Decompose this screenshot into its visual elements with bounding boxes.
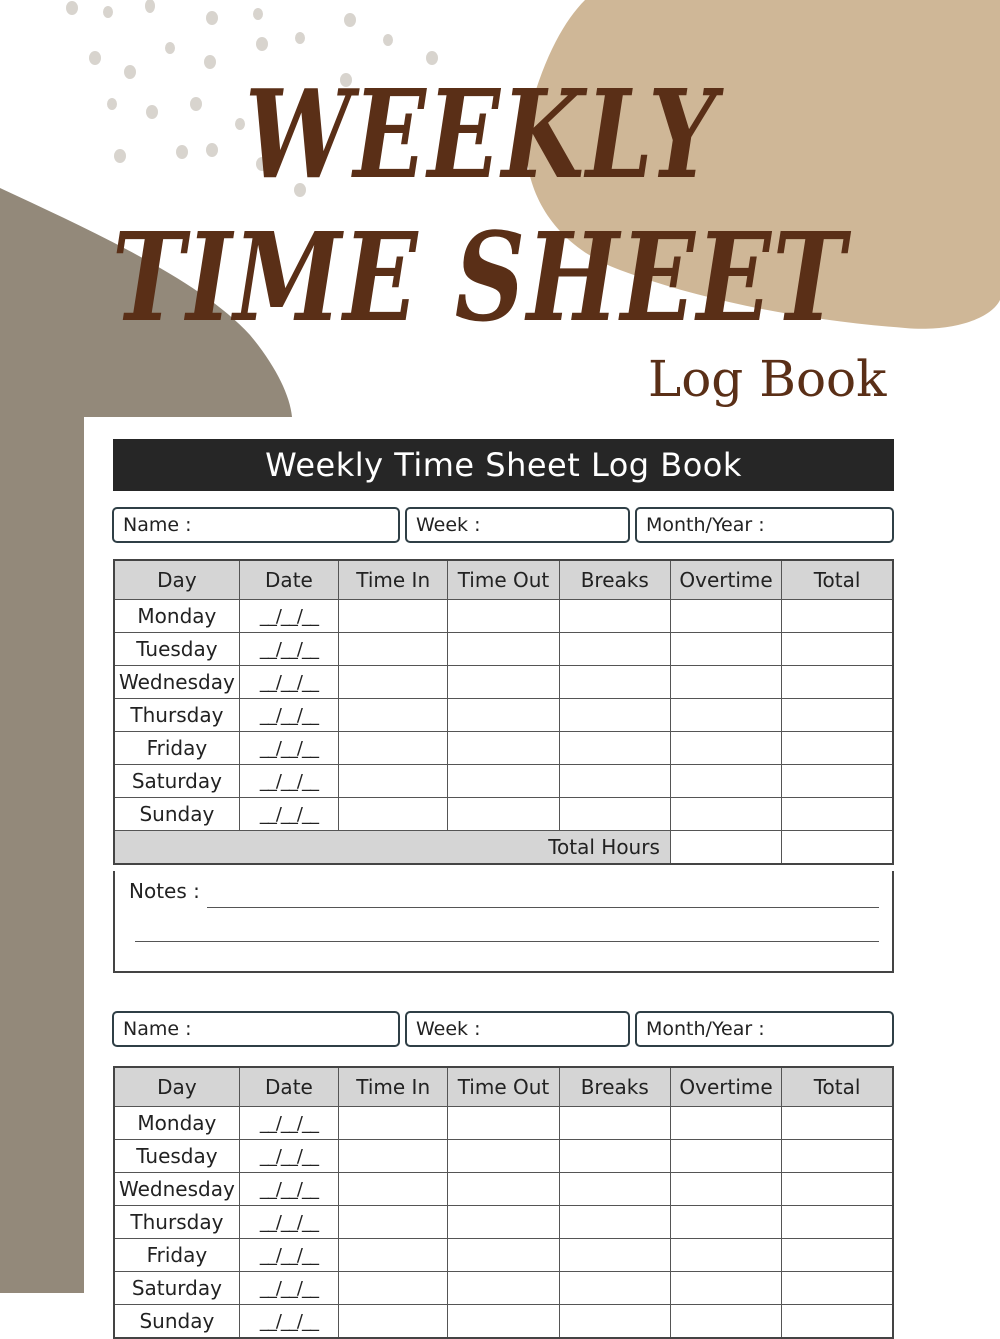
cover-subtitle: Log Book: [648, 350, 887, 408]
cover-title-line-1: WEEKLY: [245, 62, 718, 206]
column-header: Breaks: [559, 560, 670, 600]
column-header: Time Out: [448, 560, 559, 600]
entry-cell[interactable]: [782, 1173, 893, 1206]
entry-cell[interactable]: [448, 1206, 559, 1239]
entry-cell[interactable]: [559, 1107, 670, 1140]
week-field[interactable]: Week :: [405, 1011, 630, 1047]
entry-cell[interactable]: [339, 600, 448, 633]
day-label: Monday: [114, 1107, 239, 1140]
entry-cell[interactable]: [339, 798, 448, 831]
total-cell[interactable]: [670, 831, 781, 865]
sheet-banner: Weekly Time Sheet Log Book: [113, 439, 894, 491]
entry-cell[interactable]: [339, 732, 448, 765]
cover-title-line-2: TIME SHEET: [112, 205, 847, 349]
entry-cell[interactable]: [670, 633, 781, 666]
entry-cell[interactable]: [339, 666, 448, 699]
date-cell[interactable]: __/__/__: [239, 699, 338, 732]
date-cell[interactable]: __/__/__: [239, 1239, 338, 1272]
table-header-row: [114, 560, 893, 600]
entry-cell[interactable]: [559, 1173, 670, 1206]
month-year-field[interactable]: Month/Year :: [635, 1011, 894, 1047]
column-header: Total: [782, 560, 893, 600]
date-cell[interactable]: __/__/__: [239, 765, 338, 798]
column-header: Time Out: [448, 1067, 559, 1107]
entry-cell[interactable]: [339, 765, 448, 798]
column-header: Overtime: [670, 1067, 781, 1107]
day-label: Friday: [114, 732, 239, 765]
entry-cell[interactable]: [670, 600, 781, 633]
entry-cell[interactable]: [670, 732, 781, 765]
entry-cell[interactable]: [448, 666, 559, 699]
entry-cell[interactable]: [559, 633, 670, 666]
entry-cell[interactable]: [448, 1272, 559, 1305]
day-label: Thursday: [114, 1206, 239, 1239]
day-label: Friday: [114, 1239, 239, 1272]
table-row: [114, 666, 893, 699]
notes-box: [113, 871, 894, 973]
entry-cell[interactable]: [448, 699, 559, 732]
table-row: [114, 1206, 893, 1239]
entry-cell[interactable]: [448, 633, 559, 666]
column-header: Breaks: [559, 1067, 670, 1107]
column-header: Time In: [339, 560, 448, 600]
entry-cell[interactable]: [339, 1239, 448, 1272]
name-field[interactable]: Name :: [112, 507, 400, 543]
entry-cell[interactable]: [559, 1206, 670, 1239]
table-row: [114, 1272, 893, 1305]
day-label: Saturday: [114, 1272, 239, 1305]
entry-cell[interactable]: [339, 1107, 448, 1140]
entry-cell[interactable]: [670, 765, 781, 798]
table-row: [114, 1107, 893, 1140]
entry-cell[interactable]: [670, 1239, 781, 1272]
entry-cell[interactable]: [339, 633, 448, 666]
day-label: Monday: [114, 600, 239, 633]
date-cell[interactable]: __/__/__: [239, 798, 338, 831]
entry-cell[interactable]: [559, 699, 670, 732]
column-header: Time In: [339, 1067, 448, 1107]
entry-cell[interactable]: [448, 765, 559, 798]
entry-cell[interactable]: [670, 1173, 781, 1206]
entry-cell[interactable]: [782, 600, 893, 633]
entry-cell[interactable]: [448, 1239, 559, 1272]
date-cell[interactable]: __/__/__: [239, 1140, 338, 1173]
entry-cell[interactable]: [559, 1305, 670, 1339]
date-cell[interactable]: __/__/__: [239, 1305, 338, 1339]
day-label: Tuesday: [114, 1140, 239, 1173]
entry-cell[interactable]: [448, 1140, 559, 1173]
entry-cell[interactable]: [448, 1173, 559, 1206]
day-label: Tuesday: [114, 633, 239, 666]
date-cell[interactable]: __/__/__: [239, 633, 338, 666]
entry-cell[interactable]: [339, 1173, 448, 1206]
entry-cell[interactable]: [782, 732, 893, 765]
table-row: [114, 1239, 893, 1272]
entry-cell[interactable]: [670, 699, 781, 732]
table-row: [114, 732, 893, 765]
entry-cell[interactable]: [559, 1140, 670, 1173]
entry-cell[interactable]: [670, 798, 781, 831]
time-sheet-table: [113, 1066, 894, 1339]
day-label: Wednesday: [114, 1173, 239, 1206]
entry-cell[interactable]: [670, 1107, 781, 1140]
day-label: Sunday: [114, 798, 239, 831]
entry-cell[interactable]: [448, 798, 559, 831]
entry-cell[interactable]: [339, 1140, 448, 1173]
date-cell[interactable]: __/__/__: [239, 666, 338, 699]
entry-cell[interactable]: [782, 699, 893, 732]
total-hours-row: [114, 831, 893, 865]
entry-cell[interactable]: [670, 666, 781, 699]
entry-cell[interactable]: [448, 732, 559, 765]
entry-cell[interactable]: [559, 732, 670, 765]
day-label: Saturday: [114, 765, 239, 798]
date-cell[interactable]: __/__/__: [239, 1272, 338, 1305]
entry-cell[interactable]: [670, 1272, 781, 1305]
notes-label: Notes :: [129, 879, 200, 903]
table-row: [114, 633, 893, 666]
entry-cell[interactable]: [559, 798, 670, 831]
entry-cell[interactable]: [448, 1107, 559, 1140]
table-row: [114, 1173, 893, 1206]
entry-cell[interactable]: [559, 765, 670, 798]
column-header: Date: [239, 560, 338, 600]
table-row: [114, 1140, 893, 1173]
name-field[interactable]: Name :: [112, 1011, 400, 1047]
entry-cell[interactable]: [782, 1272, 893, 1305]
notes-line[interactable]: [207, 907, 879, 908]
entry-cell[interactable]: [782, 633, 893, 666]
entry-cell[interactable]: [559, 600, 670, 633]
table-row: [114, 765, 893, 798]
entry-cell[interactable]: [559, 1272, 670, 1305]
entry-cell[interactable]: [782, 1305, 893, 1339]
entry-cell[interactable]: [339, 1272, 448, 1305]
entry-cell[interactable]: [670, 1206, 781, 1239]
entry-cell[interactable]: [782, 1206, 893, 1239]
table-header-row: [114, 1067, 893, 1107]
entry-cell[interactable]: [782, 1107, 893, 1140]
column-header: Overtime: [670, 560, 781, 600]
column-header: Day: [114, 560, 239, 600]
total-hours-label: Total Hours: [114, 831, 670, 865]
entry-cell[interactable]: [448, 600, 559, 633]
table-row: [114, 1305, 893, 1339]
entry-cell[interactable]: [782, 1140, 893, 1173]
month-year-field[interactable]: Month/Year :: [635, 507, 894, 543]
entry-cell[interactable]: [559, 666, 670, 699]
entry-cell[interactable]: [339, 1305, 448, 1339]
entry-cell[interactable]: [782, 666, 893, 699]
week-field[interactable]: Week :: [405, 507, 630, 543]
entry-cell[interactable]: [782, 1239, 893, 1272]
time-sheet-table: [113, 559, 894, 865]
day-label: Wednesday: [114, 666, 239, 699]
notes-line[interactable]: [135, 941, 879, 942]
total-cell[interactable]: [782, 831, 893, 865]
day-label: Thursday: [114, 699, 239, 732]
entry-cell[interactable]: [782, 798, 893, 831]
entry-cell[interactable]: [339, 1206, 448, 1239]
time-sheet-page: [84, 417, 1000, 1333]
date-cell[interactable]: __/__/__: [239, 600, 338, 633]
date-cell[interactable]: __/__/__: [239, 1173, 338, 1206]
table-row: [114, 699, 893, 732]
table-row: [114, 798, 893, 831]
date-cell[interactable]: __/__/__: [239, 1206, 338, 1239]
column-header: Date: [239, 1067, 338, 1107]
column-header: Total: [782, 1067, 893, 1107]
entry-cell[interactable]: [782, 765, 893, 798]
entry-cell[interactable]: [559, 1239, 670, 1272]
column-header: Day: [114, 1067, 239, 1107]
entry-cell[interactable]: [670, 1140, 781, 1173]
date-cell[interactable]: __/__/__: [239, 732, 338, 765]
entry-cell[interactable]: [670, 1305, 781, 1339]
date-cell[interactable]: __/__/__: [239, 1107, 338, 1140]
table-row: [114, 600, 893, 633]
entry-cell[interactable]: [339, 699, 448, 732]
day-label: Sunday: [114, 1305, 239, 1339]
entry-cell[interactable]: [448, 1305, 559, 1339]
